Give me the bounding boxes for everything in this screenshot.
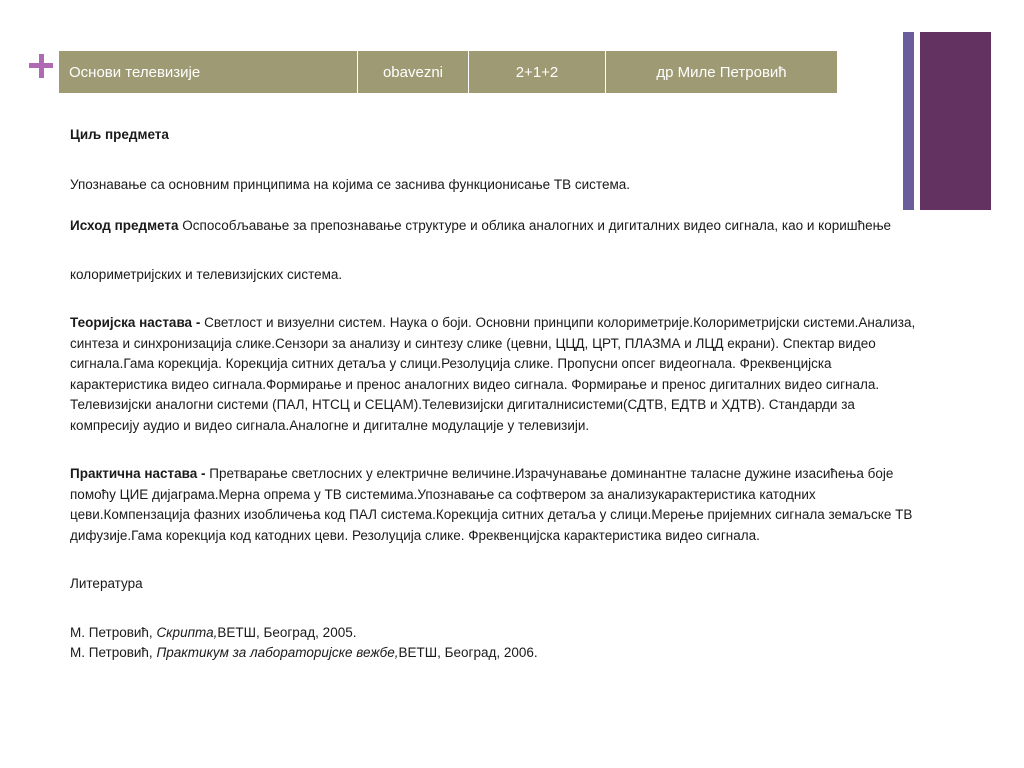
outcome-continuation: колориметријских и телевизијских система. xyxy=(70,266,343,282)
ref-author: М. Петровић, xyxy=(70,645,157,660)
ref-publisher: ВЕТШ, Београд, 2006. xyxy=(398,645,538,660)
goal-text: Упознавање са основним принципима на којима се заснива функционисање ТВ система. xyxy=(70,176,630,192)
theory-text: Светлост и визуелни систем. Наука о боји. Основни принципи колориметрије.Колориметријски системи.Анализа, синтеза и синхронизација слике.Сензори за анализу и синтезу слике (цевни, ЦЦД, ЦРТ, ПЛАЗМА и ЛЦД екрани). Спектар видео сигнала.Гама корекција. Корекција ситних детаља у слици.Резолуција слике. Пропусни опсег видеогнала. Фреквенцијска карактеристика видео сигнала.Формирање и пренос аналогних видео сигнала. Формирање и пренос дигиталних видео сигнала. Телевизијски аналогни системи (ПАЛ, НТСЦ и СЕЦАМ).Телевизијски дигиталнисистеми(СДТВ, ЕДТВ и ХДТВ). Стандарди за компресију аудио и видео сигнала.Аналогне и дигиталне модулације у телевизији. xyxy=(70,315,916,433)
professor-cell: др Миле Петровић xyxy=(606,51,838,93)
ref-publisher: ВЕТШ, Београд, 2005. xyxy=(217,624,357,640)
ref-title: Практикум за лабораторијске вежбе, xyxy=(156,645,399,660)
ref-title: Скрипта, xyxy=(156,624,218,640)
goal-heading: Циљ предмета xyxy=(70,127,169,142)
plus-icon xyxy=(29,54,53,78)
literature-ref xyxy=(70,623,918,644)
literature-ref xyxy=(70,643,918,664)
course-info-row xyxy=(59,51,837,93)
theory-label: Теоријска настава - xyxy=(70,315,201,330)
literature-heading: Литература xyxy=(70,576,143,591)
decorative-bar-wide xyxy=(920,32,991,210)
theory-paragraph xyxy=(70,313,918,436)
course-info-table xyxy=(59,51,837,93)
outcome-text: Оспособљавање за препознавање структуре и облика аналогних и дигиталних видео сигнала, као и коришћење xyxy=(178,218,892,233)
course-name-cell: Основи телевизије xyxy=(69,63,201,81)
practical-text: Претварање светлосних у електричне величине.Израчунавање доминантне таласне дужине изасићења боје помоћу ЦИЕ дијаграма.Мерна опрема у ТВ системима.Упознавање са софтвером за анализукарактеристика катодних цеви.Компензација фазних изобличења код ПАЛ система.Корекција ситних детаља у слици.Мерење пријемних сигнала земаљске ТВ дифузије.Гама корекција код катодних цеви. Резолуција слике. Фреквенцијска карактеристика видео сигнала. xyxy=(70,466,913,543)
course-type-cell: obavezni xyxy=(358,51,469,93)
ref-author: М. Петровић, xyxy=(70,624,157,640)
practical-paragraph xyxy=(70,464,918,546)
course-description xyxy=(70,125,918,664)
course-hours-cell: 2+1+2 xyxy=(469,51,606,93)
practical-label: Практична настава - xyxy=(70,466,206,481)
outcome-label: Исход предмета xyxy=(70,218,179,233)
outcome-paragraph xyxy=(70,216,918,237)
